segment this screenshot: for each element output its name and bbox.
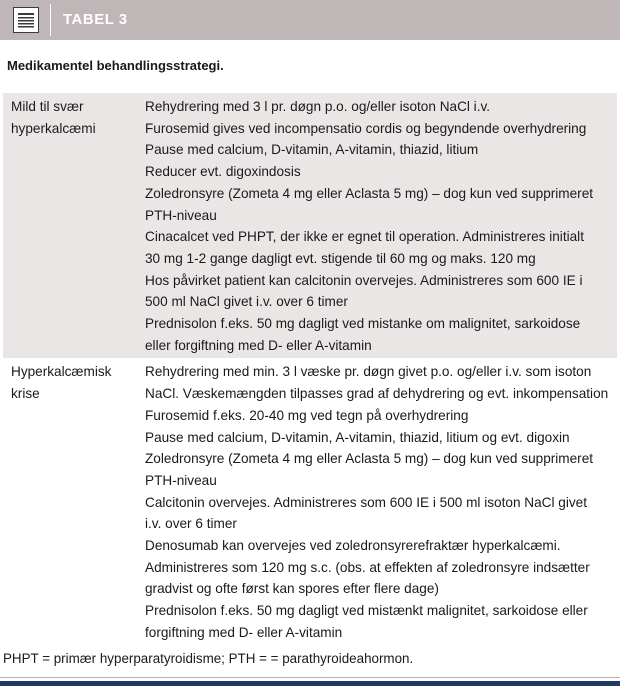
row-label-line: hyperkalcæmi — [11, 120, 96, 136]
row-treatment-text — [131, 358, 617, 645]
treatment-line: Furosemid f.eks. 20-40 mg ved tegn på overhydrering — [145, 407, 469, 423]
table-row — [3, 93, 617, 358]
row-treatment-text — [131, 93, 617, 358]
treatment-line: Pause med calcium, D-vitamin, A-vitamin, thiazid, litium — [145, 142, 479, 158]
treatment-line: Denosumab kan overvejes ved zoledronsyrerefraktær hyperkalcæmi. — [145, 538, 561, 554]
treatment-line: NaCl. Væskemængden tilpasses grad af dehydrering og evt. inkompensation — [145, 386, 609, 402]
treatment-table — [3, 93, 617, 646]
treatment-line: Pause med calcium, D-vitamin, A-vitamin, thiazid, litium og evt. digoxin — [145, 429, 570, 445]
treatment-line: Prednisolon f.eks. 50 mg dagligt ved mistanke om malignitet, sarkoidose — [145, 316, 581, 332]
treatment-line: 30 mg 1-2 gange dagligt evt. stigende til 60 mg og maks. 120 mg — [145, 250, 536, 266]
treatment-line: gradvist og ofte først kan spores efter flere dage) — [145, 581, 439, 597]
footer-bar — [0, 681, 620, 686]
treatment-line: Reducer evt. digoxindosis — [145, 164, 301, 180]
treatment-line: forgiftning med D- eller A-vitamin — [145, 624, 343, 640]
table-caption: Medikamentel behandlingsstrategi. — [7, 58, 224, 73]
row-label-line: Hyperkalcæmisk — [11, 364, 112, 380]
row-label-line: Mild til svær — [11, 99, 84, 114]
table-footnote: PHPT = primær hyperparatyroidisme; PTH = = parathyroideahormon. — [3, 651, 414, 666]
row-label — [3, 358, 131, 645]
table-row — [3, 358, 617, 645]
treatment-line: 500 ml NaCl givet i.v. over 6 timer — [145, 294, 348, 310]
treatment-line: Zoledronsyre (Zometa 4 mg eller Aclasta 5 mg) – dog kun ved supprimeret — [145, 185, 594, 201]
footer-rule — [0, 677, 620, 678]
row-label — [3, 93, 131, 358]
header-separator — [50, 4, 51, 36]
treatment-line: Zoledronsyre (Zometa 4 mg eller Aclasta 5 mg) – dog kun ved supprimeret — [145, 451, 594, 467]
treatment-line: PTH-niveau — [145, 472, 217, 488]
treatment-line: Calcitonin overvejes. Administreres som 600 IE i 500 ml isoton NaCl givet — [145, 494, 587, 510]
table-title: TABEL 3 — [63, 11, 128, 28]
treatment-line: PTH-niveau — [145, 207, 217, 223]
treatment-line: Hos påvirket patient kan calcitonin overvejes. Administreres som 600 IE i — [145, 272, 583, 288]
treatment-line: Cinacalcet ved PHPT, der ikke er egnet til operation. Administreres initialt — [145, 229, 584, 245]
treatment-line: eller forgiftning med D- eller A-vitamin — [145, 337, 372, 353]
table-document-icon — [13, 7, 39, 33]
treatment-line: Prednisolon f.eks. 50 mg dagligt ved mistænkt malignitet, sarkoidose eller — [145, 603, 588, 619]
treatment-line: i.v. over 6 timer — [145, 516, 237, 532]
row-label-line: krise — [11, 386, 40, 402]
treatment-line: Rehydrering med min. 3 l væske pr. døgn givet p.o. og/eller i.v. som isoton — [145, 364, 592, 380]
treatment-line: Furosemid gives ved incompensatio cordis og begyndende overhydrering — [145, 120, 587, 136]
table-header-bar — [0, 0, 620, 40]
treatment-line: Administreres som 120 mg s.c. (obs. at effekten af zoledronsyre indsætter — [145, 559, 590, 575]
treatment-line: Rehydrering med 3 l pr. døgn p.o. og/eller isoton NaCl i.v. — [145, 99, 491, 114]
